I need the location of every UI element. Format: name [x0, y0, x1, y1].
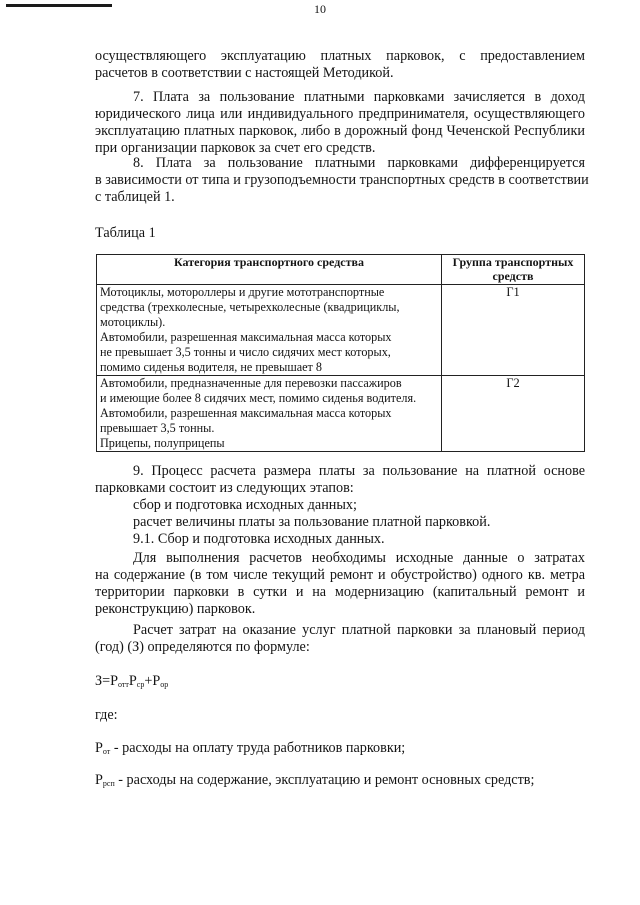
- where-label: где:: [95, 707, 118, 723]
- text-line: территории парковки в сутки и на модернизацию (капитальный ремонт и: [95, 584, 585, 600]
- table-header-group: [442, 255, 585, 285]
- page-number: 10: [314, 2, 326, 16]
- table-header-category: Категория транспортного средства: [97, 255, 442, 285]
- definition-text: - расходы на оплату труда работников парковки;: [110, 740, 406, 756]
- definition-text: - расходы на содержание, эксплуатацию и ремонт основных средств;: [114, 772, 535, 788]
- text-line: парковками состоит из следующих этапов:: [95, 480, 354, 496]
- table-cell-category: [97, 376, 442, 452]
- text-line: 9. Процесс расчета размера платы за пользование на платной основе: [133, 463, 585, 479]
- table-caption: Таблица 1: [95, 225, 156, 241]
- cell-text-line: Прицепы, полуприцепы: [100, 436, 225, 450]
- definition-subscript: рсп: [102, 779, 115, 788]
- formula-subscript: ор: [160, 680, 169, 689]
- table-header-group-line: Группа транспортных: [452, 255, 574, 269]
- definition-line: [95, 772, 534, 792]
- formula-part: +Р: [144, 673, 161, 689]
- text-line: при организации парковок за счет его средств.: [95, 140, 376, 156]
- formula-subscript: ср: [136, 680, 145, 689]
- text-line: 7. Плата за пользование платными парковками зачисляется в доход: [133, 89, 585, 105]
- text-line: осуществляющего эксплуатацию платных парковок, с предоставлением: [95, 48, 585, 64]
- formula: [95, 673, 168, 693]
- cell-text-line: помимо сиденья водителя, не превышает 8: [100, 360, 323, 374]
- text-line: Расчет затрат на оказание услуг платной парковки за плановый период: [133, 622, 585, 638]
- table-cell-category: [97, 285, 442, 376]
- cell-text-line: Автомобили, предназначенные для перевозки пассажиров: [100, 376, 402, 390]
- text-line: 8. Плата за пользование платными парковками дифференцируется: [133, 155, 585, 171]
- cell-text-line: и имеющие более 8 сидячих мест, помимо сиденья водителя.: [100, 391, 417, 405]
- text-line: с таблицей 1.: [95, 189, 175, 205]
- cell-text-line: Мотоциклы, мотороллеры и другие мототранспортные: [100, 285, 385, 299]
- formula-part: Р: [128, 673, 137, 689]
- cell-text-line: Автомобили, разрешенная максимальная масса которых: [100, 406, 392, 420]
- text-line: в зависимости от типа и грузоподъемности транспортных средств в соответствии: [95, 172, 589, 188]
- definition-line: [95, 740, 405, 760]
- cell-text-line: мотоциклы).: [100, 315, 166, 329]
- text-line: расчет величины платы за пользование платной парковкой.: [133, 514, 491, 530]
- text-line: Для выполнения расчетов необходимы исходные данные о затратах: [133, 550, 585, 566]
- definition-symbol: Р: [95, 740, 103, 756]
- text-line: расчетов в соответствии с настоящей Методикой.: [95, 65, 394, 81]
- text-line: сбор и подготовка исходных данных;: [133, 497, 357, 513]
- table-cell-group: Г1: [442, 285, 585, 376]
- definition-symbol: Р: [95, 772, 103, 788]
- cell-text-line: Автомобили, разрешенная максимальная масса которых: [100, 330, 392, 344]
- cell-text-line: не превышает 3,5 тонны и число сидячих мест которых,: [100, 345, 391, 359]
- table-header-group-line: средств: [492, 269, 534, 283]
- text-line: (год) (З) определяются по формуле:: [95, 639, 310, 655]
- table-row: [97, 285, 585, 376]
- formula-subscript: отт: [118, 680, 129, 689]
- cell-text-line: превышает 3,5 тонны.: [100, 421, 215, 435]
- text-line: юридического лица или индивидуального предпринимателя, осуществляющего: [95, 106, 585, 122]
- cell-text-line: средства (трехколесные, четырехколесные (квадрициклы,: [100, 300, 400, 314]
- text-line: эксплуатацию платных парковок, либо в дорожный фонд Чеченской Республики: [95, 123, 585, 139]
- formula-part: З=Р: [95, 673, 118, 689]
- table-cell-group: Г2: [442, 376, 585, 452]
- vehicle-category-table: [96, 254, 585, 448]
- table-row: [97, 376, 585, 452]
- definition-subscript: от: [102, 747, 111, 756]
- text-line: на содержание (в том числе текущий ремонт и обустройство) одного кв. метра: [95, 567, 585, 583]
- text-line: реконструкцию) парковок.: [95, 601, 256, 617]
- text-line: 9.1. Сбор и подготовка исходных данных.: [133, 531, 385, 547]
